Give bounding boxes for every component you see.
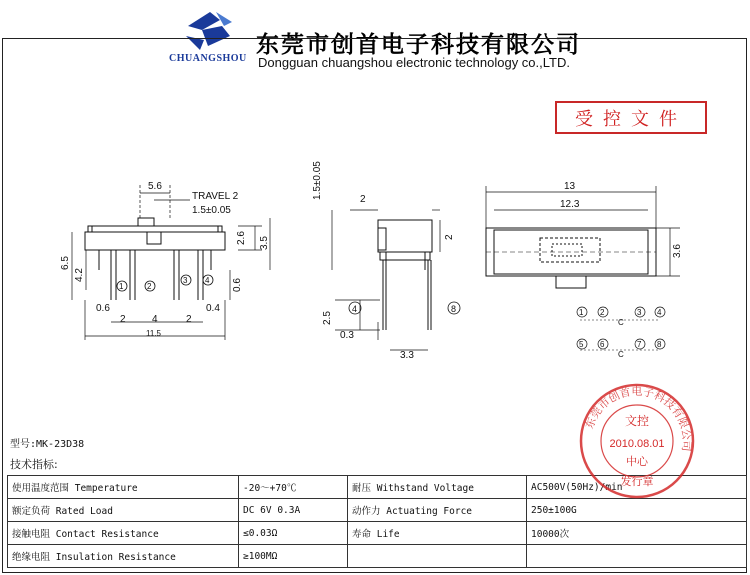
pin-label: 8 <box>451 304 457 314</box>
spec-cell: 额定负荷 Rated Load <box>8 499 239 522</box>
spec-cell: 接触电阻 Contact Resistance <box>8 522 239 545</box>
dim-label: 0.6 <box>232 278 243 292</box>
spec-cell: 寿命 Life <box>348 522 527 545</box>
seal-ring-text: 东莞市创首电子科技有限公司 <box>582 384 694 453</box>
spec-cell: AC500V(50Hz)/min <box>527 476 747 499</box>
schematic-pin: C <box>618 350 624 359</box>
table-row <box>8 499 747 522</box>
dim-label: 1.5±0.05 <box>312 161 323 200</box>
seal-date: 2010.08.01 <box>609 438 665 450</box>
spec-cell: ≤0.03Ω <box>239 522 348 545</box>
dim-label: 2 <box>186 314 192 325</box>
logo-text: CHUANGSHOU <box>169 53 247 64</box>
spec-cell <box>527 545 747 568</box>
schematic-pin: 4 <box>657 308 662 317</box>
schematic-pin: 6 <box>600 340 605 349</box>
company-name-en: Dongguan chuangshou electronic technology co.,LTD. <box>258 55 570 70</box>
schematic-pin: 2 <box>600 308 605 317</box>
dim-label: 1.5±0.05 <box>192 205 231 216</box>
dim-label: 2.6 <box>236 231 247 245</box>
dim-label: 12.3 <box>560 199 580 210</box>
dim-label: 0.4 <box>206 303 220 314</box>
spec-cell: 动作力 Actuating Force <box>348 499 527 522</box>
spec-cell: 绝缘电阻 Insulation Resistance <box>8 545 239 568</box>
dim-label: TRAVEL 2 <box>192 191 239 202</box>
company-seal-icon <box>577 381 697 501</box>
spec-cell: 使用温度范围 Temperature <box>8 476 239 499</box>
dim-label: 3.6 <box>672 244 683 258</box>
spec-cell: -20～+70℃ <box>239 476 348 499</box>
model-number: 型号:MK-23D38 <box>10 439 85 450</box>
spec-cell: 10000次 <box>527 522 747 545</box>
spec-cell: ≥100MΩ <box>239 545 348 568</box>
dim-label: 2 <box>360 194 366 205</box>
spec-cell: 250±100G <box>527 499 747 522</box>
schematic-pin: 1 <box>579 308 584 317</box>
pin-label: 2 <box>147 282 152 291</box>
controlled-document-label: 受控文件 <box>555 101 707 134</box>
spec-cell <box>348 545 527 568</box>
table-row <box>8 522 747 545</box>
dim-label: 3.5 <box>259 236 270 250</box>
schematic-pin: C <box>618 318 624 327</box>
dim-label: 11.5 <box>146 329 161 338</box>
pin-label: 4 <box>352 304 358 314</box>
dim-label: 0.3 <box>340 330 354 341</box>
schematic-pin: 8 <box>657 340 662 349</box>
seal-dept: 文控 <box>624 414 650 428</box>
dim-label: 6.5 <box>60 256 71 270</box>
seal-center: 中心 <box>626 455 648 468</box>
dim-label: 2 <box>444 234 455 240</box>
dim-label: 4 <box>152 314 158 325</box>
dim-label: 3.3 <box>400 350 414 361</box>
spec-cell: 耐压 Withstand Voltage <box>348 476 527 499</box>
pin-label: 3 <box>183 276 188 285</box>
dim-label: 2 <box>120 314 126 325</box>
pin-label: 4 <box>205 276 210 285</box>
seal-bottom: 发行章 <box>620 475 654 488</box>
dim-label: 5.6 <box>148 181 162 192</box>
spec-title: 技术指标: <box>10 458 58 471</box>
schematic-pin: 3 <box>637 308 642 317</box>
company-name-cn: 东莞市创首电子科技有限公司 <box>256 32 581 58</box>
schematic-pin: 5 <box>579 340 584 349</box>
dim-label: 2.5 <box>322 311 333 325</box>
schematic-pin: 7 <box>637 340 642 349</box>
spec-cell: DC 6V 0.3A <box>239 499 348 522</box>
table-row <box>8 545 747 568</box>
pin-label: 1 <box>119 282 124 291</box>
dim-label: 13 <box>564 181 576 192</box>
dim-label: 0.6 <box>96 303 110 314</box>
dim-label: 4.2 <box>74 268 85 282</box>
